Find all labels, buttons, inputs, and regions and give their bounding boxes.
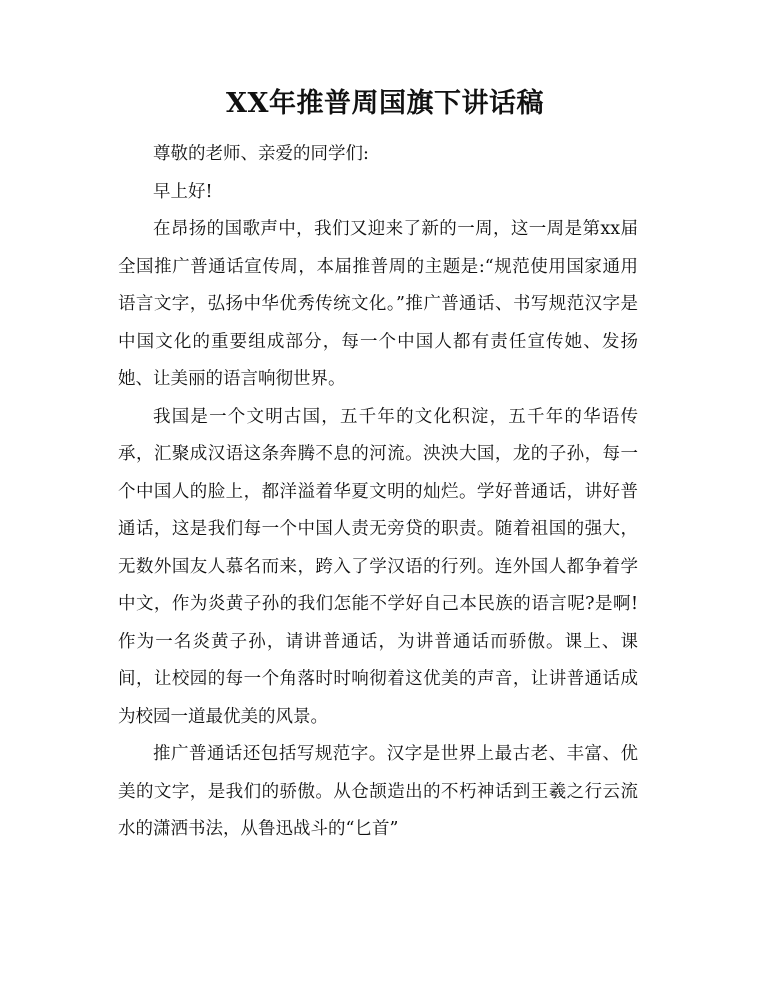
body-paragraph: 在昂扬的国歌声中，我们又迎来了新的一周，这一周是第xx届全国推广普通话宣传周，本届推普周的主题是:“规范使用国家通用语言文字，弘扬中华优秀传统文化。”推广普通话、书写规范汉字是中国文化的重要组成部分，每一个中国人都有责任宣传她、发扬她、让美丽的语言响彻世界。 [118, 219, 638, 389]
body-paragraph: 推广普通话还包括写规范字。汉字是世界上最古老、丰富、优美的文字，是我们的骄傲。从仓颉造出的不朽神话到王羲之行云流水的潇洒书法，从鲁迅战斗的“匕首” [118, 744, 638, 839]
greeting-paragraph: 早上好! [153, 181, 213, 202]
document-body [118, 136, 638, 849]
document-title: XX年推普周国旗下讲话稿 [226, 88, 544, 119]
body-paragraph: 我国是一个文明古国，五千年的文化积淀，五千年的华语传承，汇聚成汉语这条奔腾不息的河流。泱泱大国，龙的子孙，每一个中国人的脸上，都洋溢着华夏文明的灿烂。学好普通话，讲好普通话，这是我们每一个中国人责无旁贷的职责。随着祖国的强大，无数外国友人慕名而来，跨入了学汉语的行列。连外国人都争着学中文，作为炎黄子孙的我们怎能不学好自己本民族的语言呢?是啊!作为一名炎黄子孙，请讲普通话，为讲普通话而骄傲。课上、课间，让校园的每一个角落时时响彻着这优美的声音，让讲普通话成为校园一道最优美的风景。 [118, 406, 638, 727]
salutation-paragraph: 尊敬的老师、亲爱的同学们: [153, 144, 369, 164]
